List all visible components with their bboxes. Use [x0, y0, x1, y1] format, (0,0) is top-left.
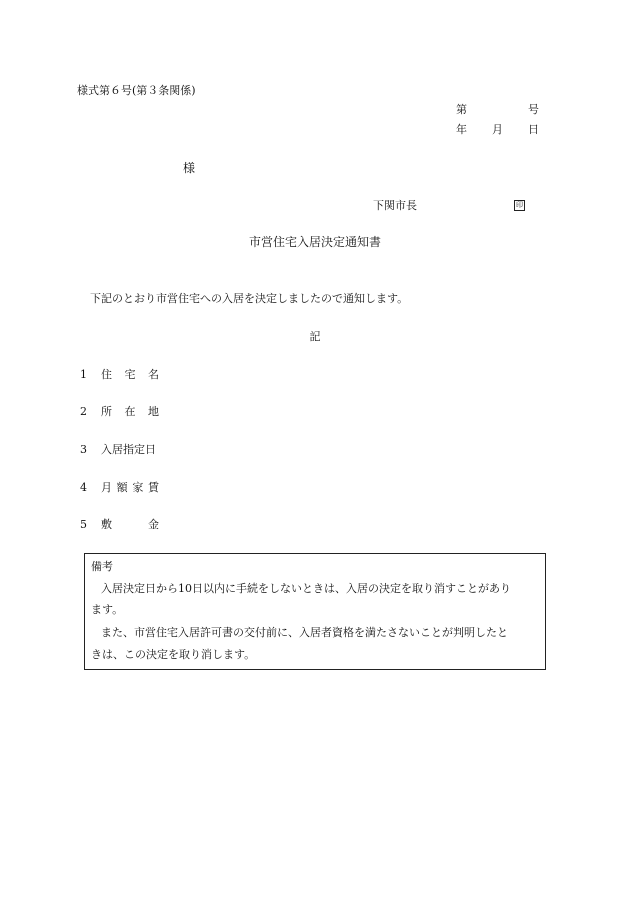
item-label-char: 名	[148, 368, 159, 381]
item-label-char: 月	[101, 481, 112, 494]
note-text: 入居決定日から10日以内に手続をしないときは、入居の決定を取り消すことがあり	[101, 582, 511, 595]
item-number: 5	[80, 518, 87, 531]
item-label	[101, 518, 159, 532]
document-number-suffix: 号	[528, 103, 539, 116]
note-text: ます。	[91, 603, 124, 616]
item-label-char: 所	[101, 405, 112, 418]
date-day-label: 日	[528, 123, 539, 136]
item-label-char: 額	[116, 481, 128, 494]
item-label	[101, 368, 159, 382]
seal-mark: 印	[516, 201, 523, 209]
item-label-char: 住	[101, 368, 112, 381]
item-label	[101, 481, 159, 495]
notes-box	[84, 553, 546, 670]
body-text: 下記のとおり市営住宅への入居を決定しましたので通知します。	[90, 292, 409, 305]
item-label-char: 賃	[147, 481, 159, 494]
item-number: 4	[80, 481, 87, 494]
item-label-char: 家	[132, 481, 144, 494]
item-number: 3	[80, 443, 87, 456]
item-label-char: 宅	[124, 368, 136, 381]
note-text: また、市営住宅入居許可書の交付前に、入居者資格を満たさないことが判明したと	[101, 626, 508, 639]
notes-heading: 備考	[91, 560, 113, 573]
item-label	[101, 405, 159, 419]
item-label-char: 金	[148, 518, 159, 531]
document-title: 市営住宅入居決定通知書	[248, 235, 381, 249]
item-label-char: 敷	[101, 518, 112, 531]
date-month-label: 月	[492, 123, 503, 136]
item-number: 1	[80, 368, 87, 381]
form-number: 様式第６号(第３条関係)	[77, 84, 196, 97]
item-label-char: 地	[148, 405, 159, 418]
note-text: きは、この決定を取り消します。	[91, 648, 256, 661]
date-year-label: 年	[456, 123, 467, 136]
item-number: 2	[80, 405, 87, 418]
ki-heading: 記	[309, 330, 321, 343]
issuer-name: 下関市長	[373, 199, 417, 212]
addressee-honorific: 様	[183, 161, 196, 175]
document-number-prefix: 第	[456, 103, 467, 116]
item-label	[101, 443, 159, 457]
item-label-char: 入居指定日	[101, 443, 156, 456]
item-label-char: 在	[124, 405, 136, 418]
